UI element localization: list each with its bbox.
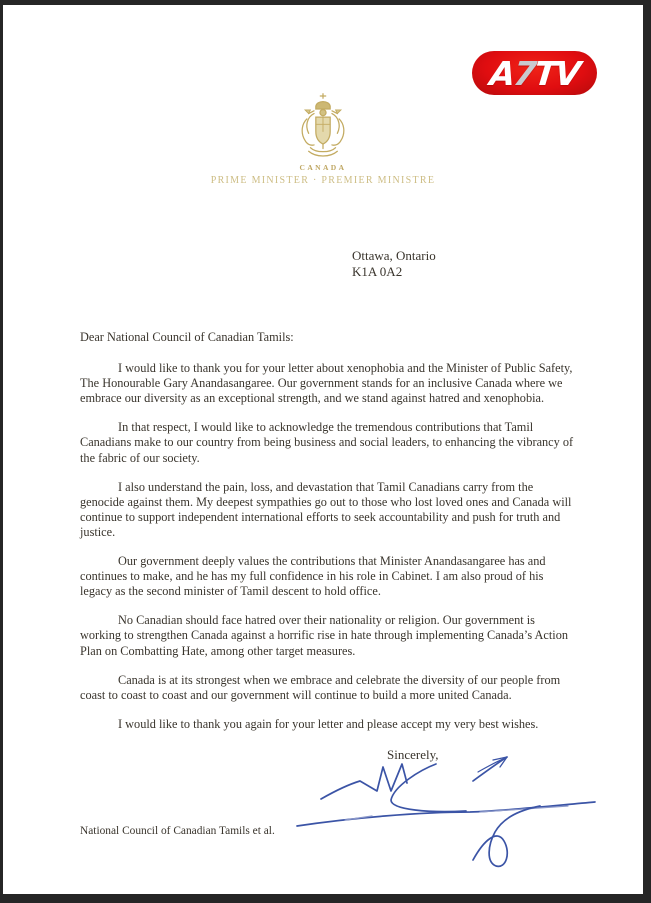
letterhead-canada-label: CANADA	[299, 163, 347, 172]
paragraph-line: continues to make, and he has my full confidence in his role in Cabinet. I am also proud of his	[80, 569, 544, 584]
logo-letter-a: A	[488, 53, 516, 93]
paragraph-line: genocide against them. My deepest sympathies go out to those who lost loved ones and Canada will	[80, 494, 572, 509]
paragraph-line: working to strengthen Canada against a horrific rise in hate through implementing Canada’s Action	[80, 628, 568, 643]
paragraph-line: In that respect, I would like to acknowledge the tremendous contributions that Tamil	[118, 420, 534, 435]
paragraph	[80, 717, 608, 732]
paragraph-line: Canadians make to our country from being business and social leaders, to enhancing the vibrancy of	[80, 435, 574, 450]
coat-of-arms-icon	[296, 92, 350, 162]
paragraph-line: embrace our diversity as an exceptional strength, and we stand against hatred and xenophobia.	[80, 391, 545, 406]
address-postal-code: K1A 0A2	[352, 263, 403, 279]
paragraph-line: Canada is at its strongest when we embrace and celebrate the diversity of our people from	[118, 672, 561, 687]
paragraph	[80, 361, 608, 406]
logo-digit-7: 7	[511, 53, 537, 93]
paragraph	[80, 613, 608, 658]
paragraph	[80, 673, 608, 703]
a7tv-logo-text	[488, 53, 581, 93]
paragraph-line: I would like to thank you again for your letter and please accept my very best wishes.	[118, 716, 539, 731]
signature-handwriting	[288, 748, 650, 898]
paragraph-line: legacy as the second minister of Tamil descent to hold office.	[80, 584, 381, 599]
letter-page	[3, 5, 643, 894]
reference-line: National Council of Canadian Tamils et al.	[80, 825, 275, 837]
closing-sincerely: Sincerely,	[387, 747, 439, 762]
logo-letters-tv: TV	[532, 53, 581, 93]
paragraph	[80, 480, 608, 540]
salutation: Dear National Council of Canadian Tamils:	[80, 330, 294, 344]
paragraph-line: The Honourable Gary Anandasangaree. Our government stands for an inclusive Canada where we	[80, 376, 563, 391]
paragraph-line: justice.	[80, 524, 116, 539]
paragraph-line: Our government deeply values the contributions that Minister Anandasangaree has and	[118, 554, 546, 569]
paragraph	[80, 554, 608, 599]
paragraph-line: I would like to thank you for your letter about xenophobia and the Minister of Public Safety,	[118, 361, 573, 376]
address-city-line: Ottawa, Ontario	[352, 248, 436, 263]
paragraph-line: coast to coast to coast and our government will continue to build a more united Canada.	[80, 687, 512, 702]
a7tv-logo	[472, 51, 597, 95]
paragraph-line: the fabric of our society.	[80, 450, 200, 465]
sender-address	[352, 248, 436, 279]
paragraph	[80, 420, 608, 465]
paragraph-line: I also understand the pain, loss, and devastation that Tamil Canadians carry from the	[118, 479, 534, 494]
paragraph-line: No Canadian should face hatred over their nationality or religion. Our government is	[118, 613, 535, 628]
letter-paragraphs	[80, 361, 608, 732]
letterhead-title: PRIME MINISTER · PREMIER MINISTRE	[210, 175, 436, 186]
paragraph-line: continue to support independent international efforts to seek accountability and push for truth and	[80, 509, 561, 524]
paragraph-line: Plan on Combatting Hate, among other target measures.	[80, 643, 356, 658]
letter-body	[80, 330, 608, 746]
